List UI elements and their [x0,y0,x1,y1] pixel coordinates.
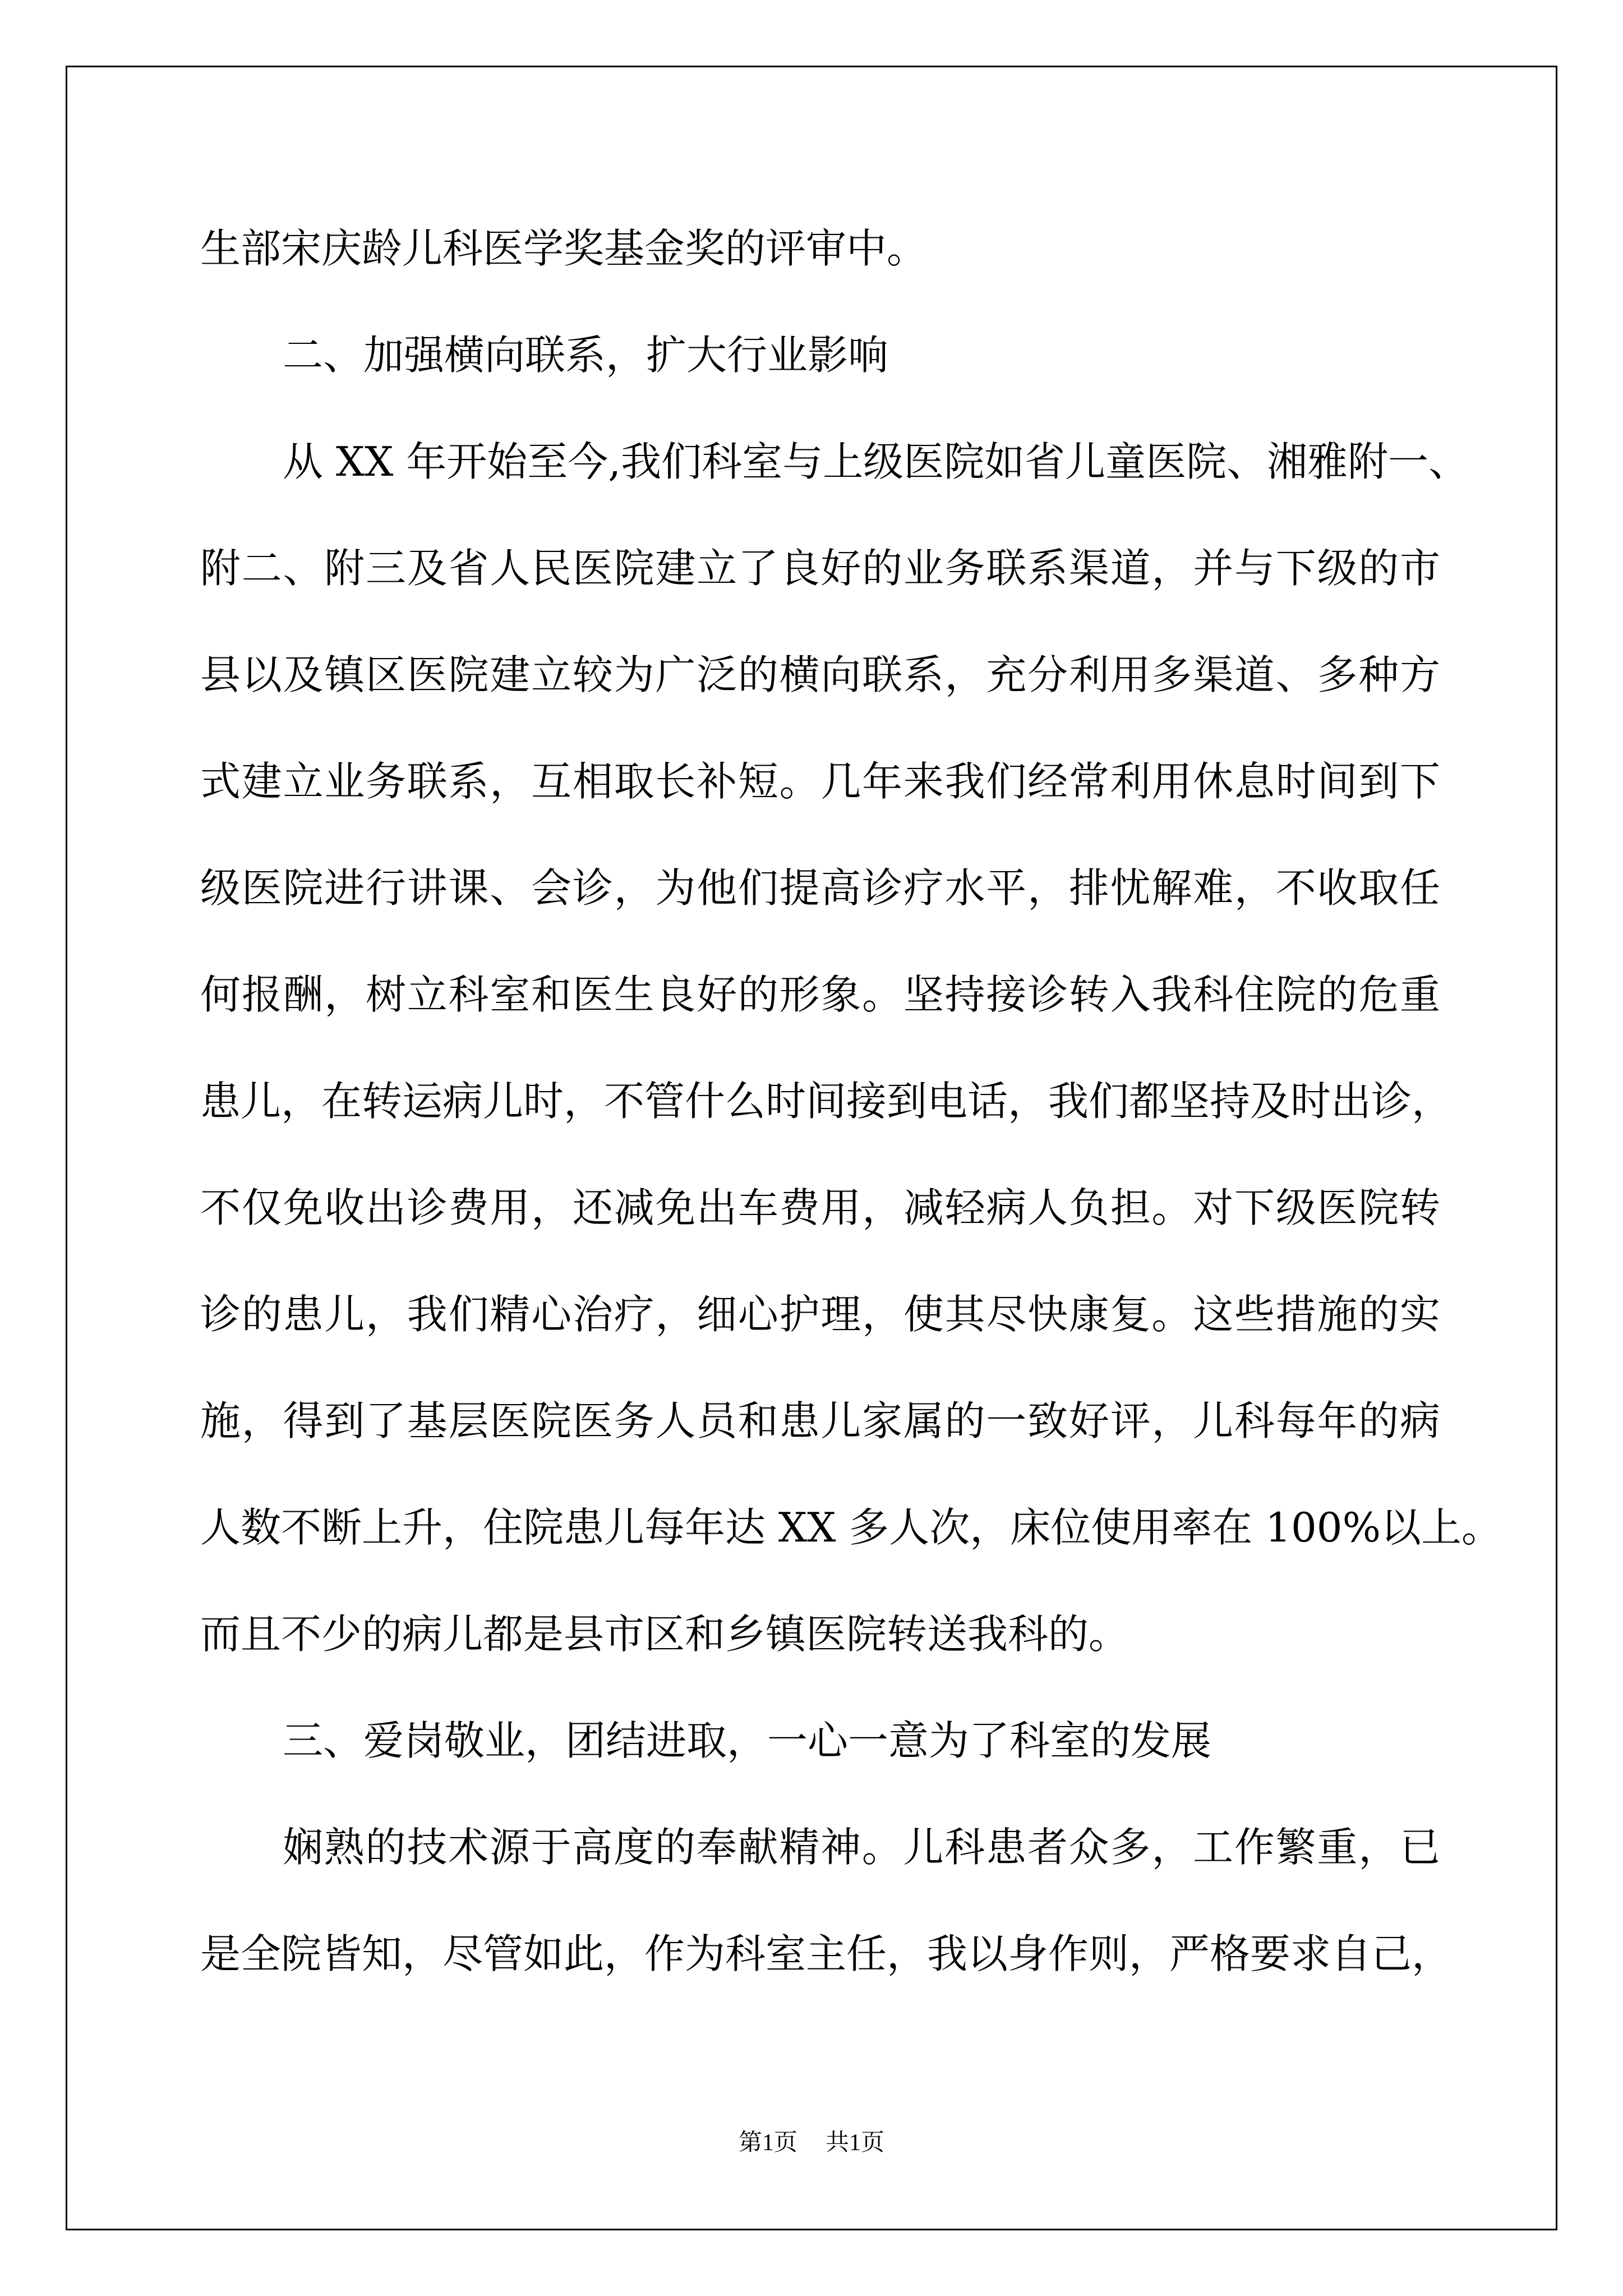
text-line: 式建立业务联系，互相取长补短。几年来我们经常利用休息时间到下 [200,758,1440,805]
section-heading: 三、爱岗敬业，团结进取，一心一意为了科室的发展 [283,1717,1212,1764]
text-line: 附二、附三及省人民医院建立了良好的业务联系渠道，并与下级的市 [200,545,1440,592]
text-line: 是全院皆知，尽管如此，作为科室主任，我以身作则，严格要求自己， [200,1930,1453,1977]
text-line: 患儿，在转运病儿时，不管什么时间接到电话，我们都坚持及时出诊， [200,1078,1453,1125]
section-heading: 二、加强横向联系，扩大行业影响 [283,332,889,379]
page-footer [0,2126,1623,2160]
text-line: 而且不少的病儿都是县市区和乡镇医院转送我科的。 [200,1611,1129,1658]
text-line: 从 XX 年开始至今,我们科室与上级医院如省儿童医院、湘雅附一、 [283,438,1469,485]
text-line: 诊的患儿，我们精心治疗，细心护理，使其尽快康复。这些措施的实 [200,1291,1440,1338]
text-line: 人数不断上升，住院患儿每年达 XX 多人次，床位使用率在 100%以上。 [200,1504,1502,1551]
text-line: 施，得到了基层医院医务人员和患儿家属的一致好评，儿科每年的病 [200,1397,1440,1444]
text-line: 不仅免收出诊费用，还减免出车费用，减轻病人负担。对下级医院转 [200,1184,1440,1231]
text-line: 娴熟的技术源于高度的奉献精神。儿科患者众多，工作繁重，已 [283,1824,1440,1871]
text-line: 生部宋庆龄儿科医学奖基金奖的评审中。 [200,225,928,272]
text-line: 县以及镇区医院建立较为广泛的横向联系，充分利用多渠道、多种方 [200,651,1440,698]
page-number-current: 第1页 [738,2130,797,2156]
text-line: 何报酬，树立科室和医生良好的形象。坚持接诊转入我科住院的危重 [200,971,1440,1018]
text-line: 级医院进行讲课、会诊，为他们提高诊疗水平，排忧解难，不收取任 [200,864,1440,912]
document-body [200,195,1502,2007]
page-number-total: 共1页 [826,2130,885,2156]
